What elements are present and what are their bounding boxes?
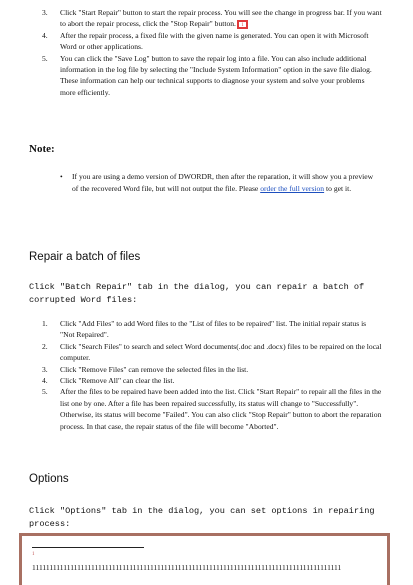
- note-heading: Note:: [29, 143, 55, 155]
- footnote-number: 1: [32, 552, 35, 557]
- list-item-number: 3.: [42, 8, 48, 17]
- list-item-text: Click "Start Repair" button to start the repair process. You will see the change in progress bar. If you want to abort the repair process, click the "Stop Repair" button.: [60, 8, 382, 29]
- list-item-number: 3.: [42, 364, 48, 374]
- order-full-version-link[interactable]: order the full version: [260, 183, 325, 193]
- list-item-number: 5.: [42, 53, 48, 63]
- list-item-number: 1.: [42, 319, 48, 328]
- options-heading: Options: [29, 473, 69, 485]
- list-item: [42, 364, 382, 375]
- note-text-after: to get it.: [324, 183, 352, 193]
- list-item-text: After the repair process, a fixed file with the given name is generated. You can open it with Microsoft Word or other applications.: [60, 30, 369, 52]
- list-item-text: After the files to be repaired have been added into the list. Click "Start Repair" to repair all the files in the list one by one. After a file has been repaired successfully, its status will change to "Successfully". Otherwise, its status will become "Failed". You can also click "Stop Repair" button to abort the reparation process. In that case, the repair status of the file will become "Aborted".: [60, 387, 382, 431]
- list-item: [42, 7, 382, 30]
- batch-repair-intro: Click "Batch Repair" tab in the dialog, you can repair a batch of corrupted Word files:: [29, 282, 365, 305]
- list-item: [42, 375, 382, 386]
- repair-steps-list: [42, 7, 382, 98]
- batch-steps-list: [42, 318, 382, 432]
- list-item-number: 5.: [42, 387, 48, 397]
- list-item-text: Click "Remove All" can clear the list.: [60, 376, 175, 386]
- list-item: [42, 30, 382, 53]
- list-item-number: 2.: [42, 341, 48, 351]
- list-item-number: 4.: [42, 376, 48, 386]
- list-item-text: Click "Search Files" to search and select Word documents(.doc and .docx) files to be repaired on the local computer.: [60, 341, 382, 363]
- note-text-before: If you are using a demo version of DWORDR, then after the reparation, it will show you a preview of the recovered Word file, but will not output the file. Please: [72, 172, 374, 193]
- list-item: [42, 318, 382, 341]
- batch-repair-heading: Repair a batch of files: [29, 251, 141, 263]
- list-item: [60, 171, 380, 195]
- footnote-marker[interactable]: 1: [237, 20, 248, 29]
- footnote-area: [19, 533, 390, 585]
- list-item-text: You can click the "Save Log" button to save the repair log into a file. You can also include additional information in the log file by selecting the "Include System Information" option in the save file dialog. These information can help our technical supports to diagnose your system and solve your problems more efficiently.: [60, 53, 372, 97]
- list-item: [42, 53, 382, 99]
- note-list: [60, 171, 380, 195]
- list-item-text: Click "Add Files" to add Word files to the "List of files to be repaired" list. The initial repair status is "Not Repaired".: [60, 319, 367, 340]
- options-intro: Click "Options" tab in the dialog, you can set options in repairing process:: [29, 506, 375, 529]
- bullet-icon: •: [60, 172, 63, 181]
- footnote-separator: [32, 547, 144, 548]
- list-item: [42, 386, 382, 432]
- list-item-text: Click "Remove Files" can remove the selected files in the list.: [60, 364, 249, 374]
- list-item: [42, 341, 382, 364]
- list-item-number: 4.: [42, 30, 48, 40]
- footnote-text: 11111111111111111111111111111111111111111111111111111111111111111111111111111111111111111: [32, 563, 342, 572]
